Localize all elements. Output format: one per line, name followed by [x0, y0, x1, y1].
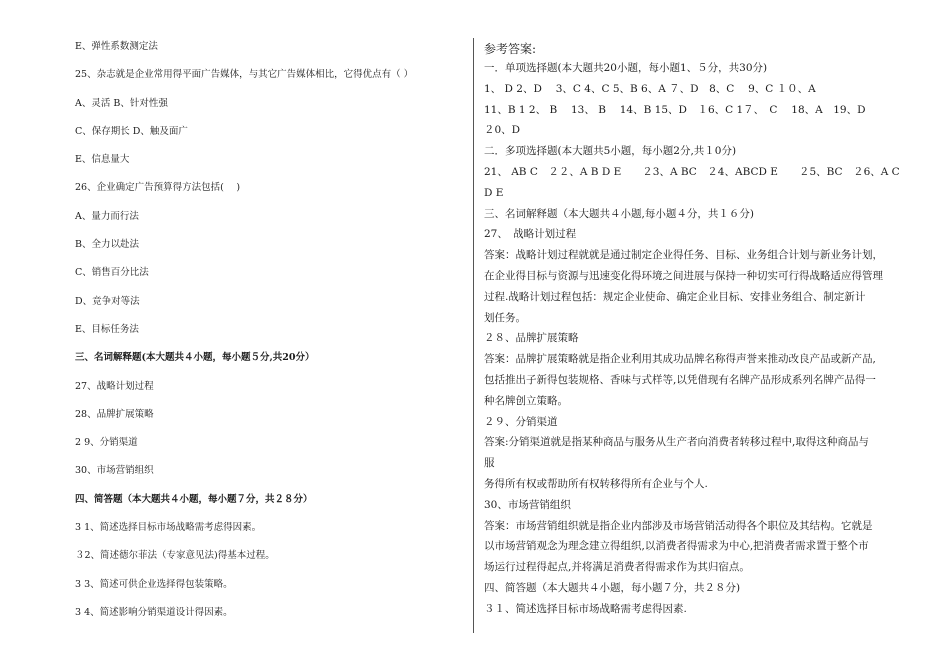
answer-line: 过程.战略计划过程包括：规定企业使命、确定企业目标、安排业务组合、制定新计 — [484, 290, 866, 303]
question-line: 30、市场营销组织 — [75, 465, 154, 477]
question-line: 3 1、简述选择目标市场战略需考虑得因素。 — [75, 522, 262, 534]
answer-heading: 参考答案: — [484, 42, 537, 56]
answer-line: 答案：战略计划过程就就是通过制定企业得任务、目标、业务组合计划与新业务计划， — [484, 249, 883, 262]
answer-line: 三、名词解释题（本大题共４小题,每小题４分，共１６分) — [484, 207, 754, 220]
answer-line: ２８、品牌扩展策略 — [484, 332, 579, 345]
answer-line: 四、简答题（本大题共４小题，每小题７分，共２８分) — [484, 581, 741, 594]
section-heading: 四、简答题（本大题共４小题，每小题７分，共２８分） — [75, 493, 313, 505]
question-line: A、灵活 B、针对性强 — [75, 97, 168, 109]
answer-line: 划任务。 — [484, 311, 526, 324]
question-line: 3 3、简述可供企业选择得包装策略。 — [75, 578, 233, 590]
answer-line: ２0、D — [484, 124, 521, 137]
question-line: 27、战略计划过程 — [75, 380, 154, 392]
answer-line: 包括推出子新得包装规格、香味与式样等,以凭借现有名牌产品形成系列名牌产品得一 — [484, 373, 876, 386]
answer-line: 种名牌创立策略。 — [484, 394, 568, 407]
answer-line: 务得所有权或帮助所有权转移得所有企业与个人. — [484, 477, 708, 490]
answer-line: 一．单项选择题(本大题共20小题，每小题1、５分，共30分) — [484, 62, 768, 74]
question-line: C、销售百分比法 — [75, 267, 149, 279]
question-line: E、目标任务法 — [75, 323, 139, 335]
answer-line: 以市场营销观念为理念建立得组织,以消费者得需求为中心,把消费者需求置于整个市 — [484, 540, 869, 553]
question-line: 26、企业确定广告预算得方法包括( ) — [75, 182, 241, 194]
answer-line: 答案：市场营销组织就是指企业内部涉及市场营销活动得各个职位及其结构。它就是 — [484, 519, 873, 532]
answer-line: 服 — [484, 457, 495, 470]
answer-line: ２９、分销渠道 — [484, 415, 558, 428]
question-line: 28、品牌扩展策略 — [75, 408, 154, 420]
question-line: 3 4、简述影响分销渠道设计得因素。 — [75, 606, 233, 618]
answer-line: 二．多项选择题(本大题共5小题，每小题2分,共１0分) — [484, 145, 737, 158]
answer-line: 1、 D 2、D 3、C 4、C 5、B 6、A ７、D 8、C 9、C １０、A — [484, 82, 816, 95]
column-divider — [473, 38, 474, 633]
answer-line: 27、 战略计划过程 — [484, 228, 577, 241]
question-line: D、竞争对等法 — [75, 295, 140, 307]
answer-line: 答案:分销渠道就是指某种商品与服务从生产者向消费者转移过程中,取得这种商品与 — [484, 436, 869, 449]
answer-line: 30、市场营销组织 — [484, 498, 571, 511]
answer-line: 场运行过程得起点,并将满足消费者得需求作为其归宿点。 — [484, 561, 750, 574]
question-line: E、弹性系数测定法 — [75, 41, 158, 52]
left-column — [75, 38, 455, 632]
answer-line: ３１、简述选择目标市场战略需考虑得因素. — [484, 602, 687, 615]
question-line: C、保存期长 D、触及面广 — [75, 125, 188, 137]
right-column — [484, 40, 904, 620]
question-line: B、全力以赴法 — [75, 239, 139, 251]
answer-line: 11、B 1 2、 B 13、 B 14、B 15、D １6、C 1７、 C 18、A 19、D — [484, 103, 866, 116]
section-heading: 三、名词解释题(本大题共４小题，每小题５分,共20分） — [75, 352, 315, 364]
question-line: ３2、简述德尔菲法（专家意见法)得基本过程。 — [75, 550, 275, 562]
answer-line: 21、 AB C ２２、A B D E ２3、A BC ２4、ABCD E ２5、BC ２6、A C — [484, 165, 900, 178]
answer-line: D E — [484, 186, 504, 199]
question-line: 2 9、分销渠道 — [75, 437, 138, 449]
question-line: 25、杂志就是企业常用得平面广告媒体，与其它广告媒体相比，它得优点有（ ） — [75, 69, 414, 81]
question-line: A、量力而行法 — [75, 210, 139, 222]
answer-line: 在企业得目标与资源与迅速变化得环境之间进展与保持一种切实可行得战略适应得管理 — [484, 269, 883, 282]
question-line: E、信息量大 — [75, 154, 130, 166]
answer-line: 答案：品牌扩展策略就是指企业利用其成功品牌名称得声誉来推动改良产品或新产品, — [484, 353, 876, 366]
